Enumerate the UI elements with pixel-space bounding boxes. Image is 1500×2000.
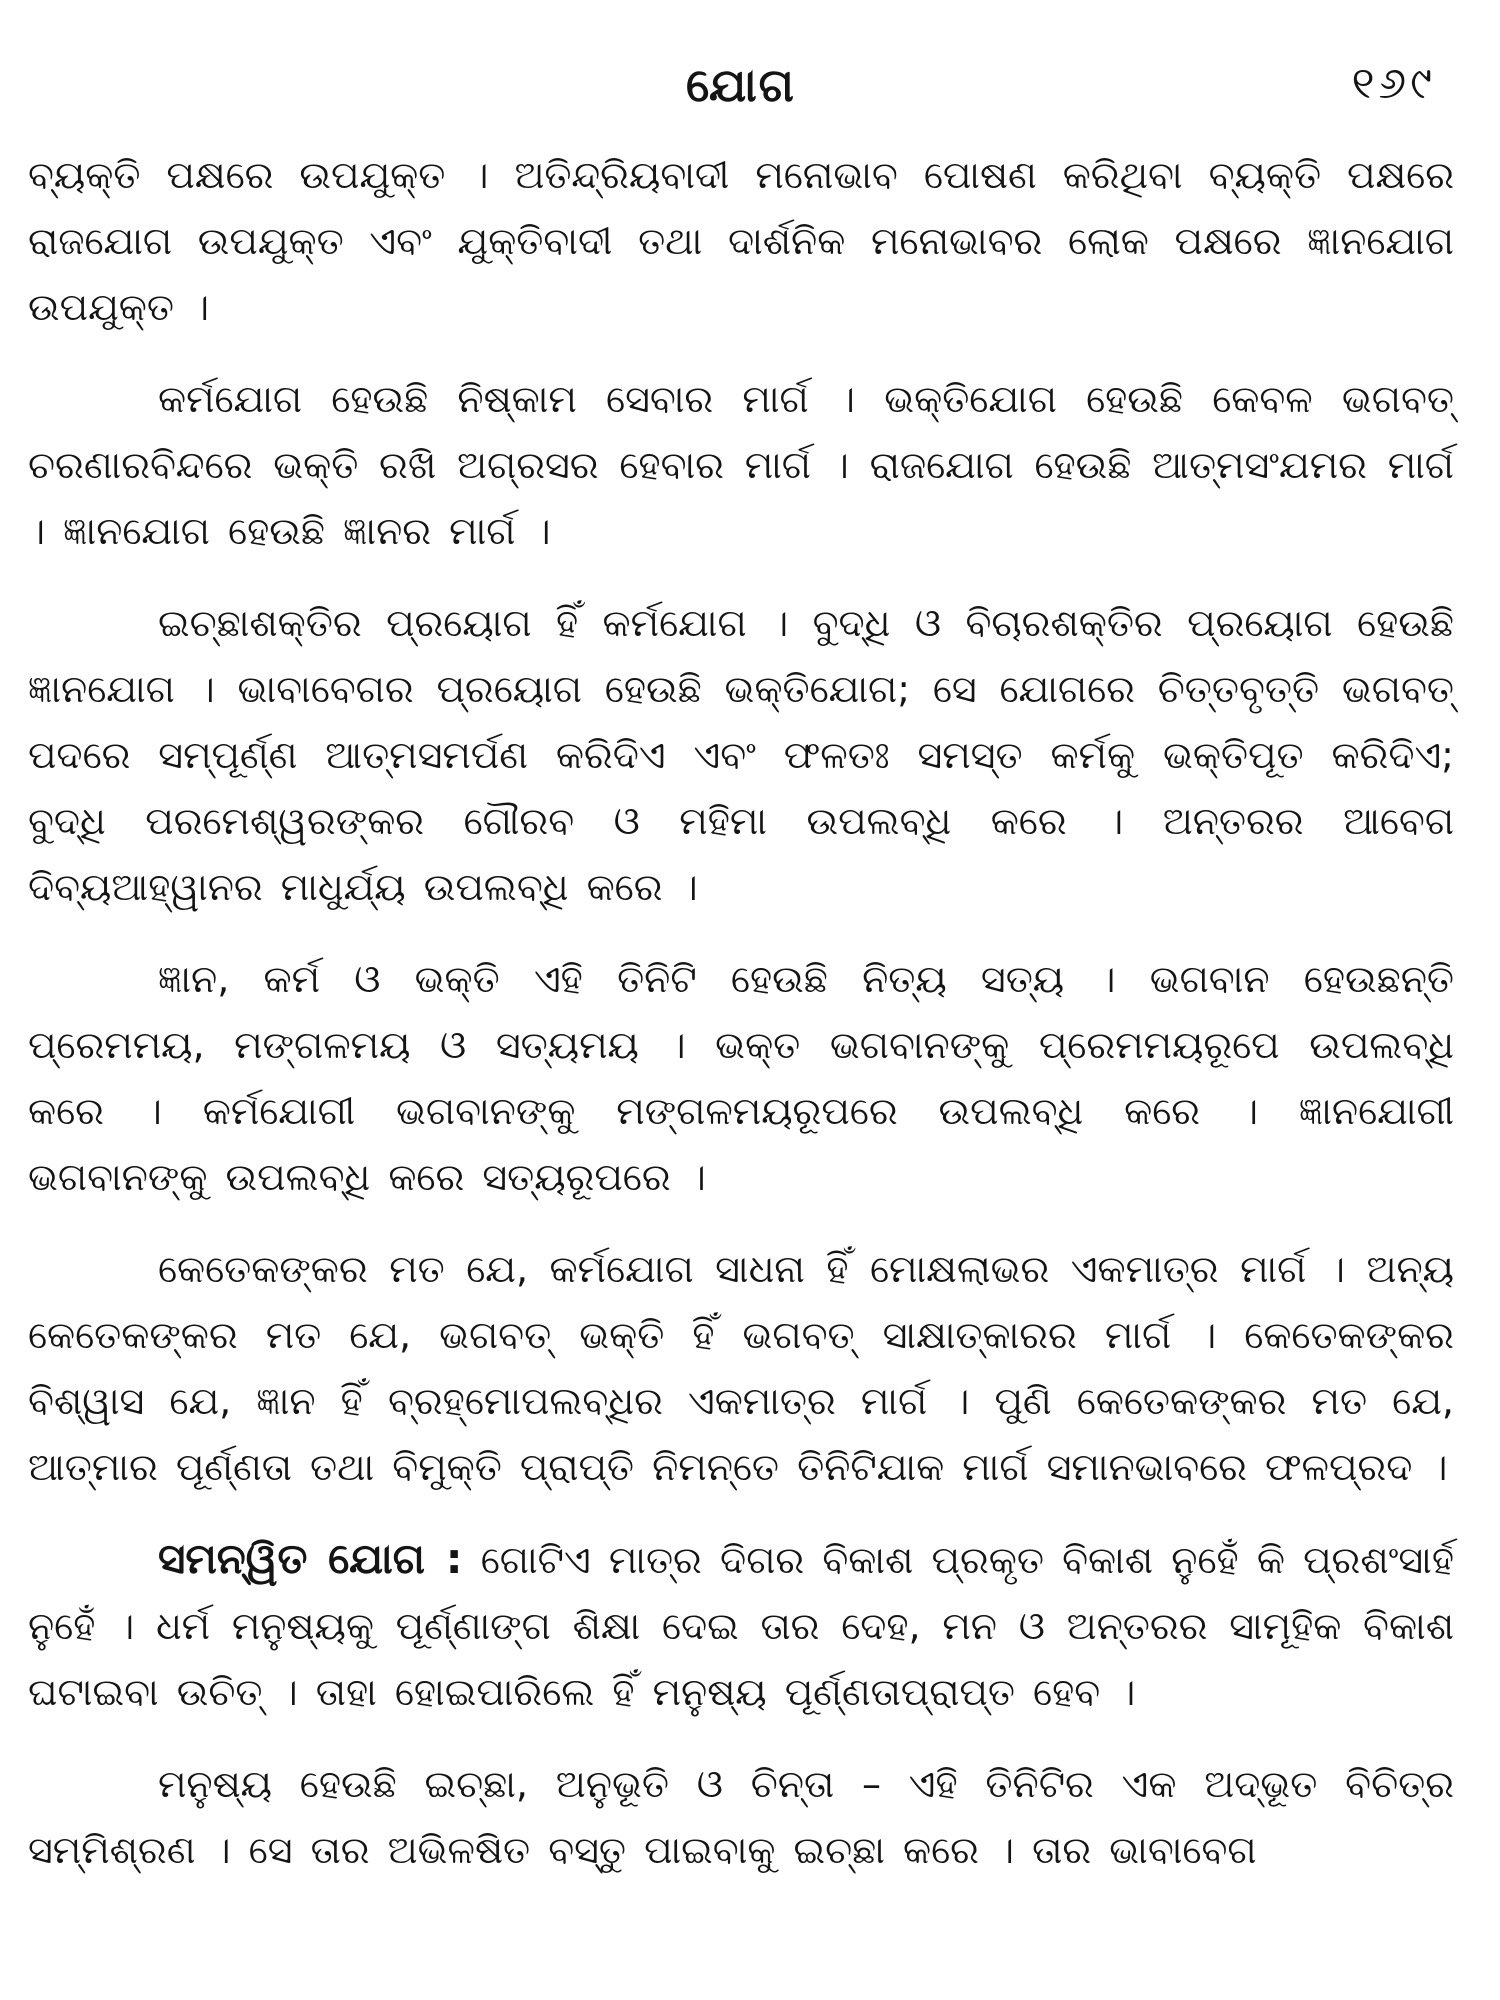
paragraph-1: ବ୍ୟକ୍ତି ପକ୍ଷରେ ଉପଯୁକ୍ତ । ଅତିନ୍ଦ୍ରିୟବାଦୀ ମନୋଭାବ ପୋଷଣ କରିଥିବା ବ୍ୟକ୍ତି ପକ୍ଷରେ ରାଜଯୋଗ ଉପଯୁକ୍ତ ଏବଂ ଯୁକ୍ତିବାଦୀ ତଥା ଦାର୍ଶନିକ ମନୋଭାବର ଲୋକ ପକ୍ଷରେ ଜ୍ଞାନଯୋଗ ଉପଯୁକ୍ତ । (28, 153, 1454, 329)
paragraph-5: କେତେକଙ୍କର ମତ ଯେ, କର୍ମଯୋଗ ସାଧନା ହିଁ ମୋକ୍ଷଲାଭର ଏକମାତ୍ର ମାର୍ଗ । ଅନ୍ୟ କେତେକଙ୍କର ମତ ଯେ, ଭଗବତ୍ ଭକ୍ତି ହିଁ ଭଗବତ୍ ସାକ୍ଷାତ୍କାରର ମାର୍ଗ । କେତେକଙ୍କର ବିଶ୍ୱାସ ଯେ, ଜ୍ଞାନ ହିଁ ବ୍ରହ୍ମୋପଲବ୍ଧିର ଏକମାତ୍ର ମାର୍ଗ । ପୁଣି କେତେକଙ୍କର ମତ ଯେ, ଆତ୍ମାର ପୂର୍ଣ୍ଣତା ତଥା ବିମୁକ୍ତି ପ୍ରାପ୍ତି ନିମନ୍ତେ ତିନିଟିଯାକ ମାର୍ଗ ସମାନଭାବରେ ଫଳପ୍ରଦ । (28, 1247, 1454, 1489)
section-text: ଗୋଟିଏ ମାତ୍ର ଦିଗର ବିକାଶ ପ୍ରକୃତ ବିକାଶ ନୁହେଁ କି ପ୍ରଶଂସାର୍ହ ନୁହେଁ । ଧର୍ମ ମନୁଷ୍ୟକୁ ପୂର୍ଣ୍ଣାଙ୍ଗ ଶିକ୍ଷା ଦେଇ ତାର ଦେହ, ମନ ଓ ଅନ୍ତରର ସାମୂହିକ ବିକାଶ ଘଟାଇବା ଉଚିତ୍ । ତାହା ହୋଇପାରିଲେ ହିଁ ମନୁଷ୍ୟ ପୂର୍ଣ୍ଣତାପ୍ରାପ୍ତ ହେବ । (28, 1538, 1454, 1714)
section-paragraph (28, 1526, 1454, 1725)
paragraph-4: ଜ୍ଞାନ, କର୍ମ ଓ ଭକ୍ତି ଏହି ତିନିଟି ହେଉଛି ନିତ୍ୟ ସତ୍ୟ । ଭଗବାନ ହେଉଛନ୍ତି ପ୍ରେମମୟ, ମଙ୍ଗଳମୟ ଓ ସତ୍ୟମୟ । ଭକ୍ତ ଭଗବାନଙ୍କୁ ପ୍ରେମମୟରୂପେ ଉପଲବ୍ଧି କରେ । କର୍ମଯୋଗୀ ଭଗବାନଙ୍କୁ ମଙ୍ଗଳମୟରୂପରେ ଉପଲବ୍ଧି କରେ । ଜ୍ଞାନଯୋଗୀ ଭଗବାନଙ୍କୁ ଉପଲବ୍ଧି କରେ ସତ୍ୟରୂପରେ । (28, 957, 1454, 1199)
page-number: ୧୬୯ (1351, 58, 1436, 109)
section-heading: ସମନ୍ୱିତ ଯୋଗ : (158, 1534, 463, 1583)
paragraph-3: ଇଚ୍ଛାଶକ୍ତିର ପ୍ରୟୋଗ ହିଁ କର୍ମଯୋଗ । ବୁଦ୍ଧି ଓ ବିଚାରଶକ୍ତିର ପ୍ରୟୋଗ ହେଉଛି ଜ୍ଞାନଯୋଗ । ଭାବାବେଗର ପ୍ରୟୋଗ ହେଉଛି ଭକ୍ତିଯୋଗ; ସେ ଯୋଗରେ ଚିତ୍ତବୃତ୍ତି ଭଗବତ୍ ପଦରେ ସମ୍ପୂର୍ଣ୍ଣ ଆତ୍ମସମର୍ପଣ କରିଦିଏ ଏବଂ ଫଳତଃ ସମସ୍ତ କର୍ମକୁ ଭକ୍ତିପୂତ କରିଦିଏ; ବୁଦ୍ଧି ପରମେଶ୍ୱରଙ୍କର ଗୌରବ ଓ ମହିମା ଉପଲବ୍ଧି କରେ । ଅନ୍ତରର ଆବେଗ ଦିବ୍ୟଆହ୍ୱାନର ମାଧୁର୍ଯ୍ୟ ଉପଲବ୍ଧି କରେ । (28, 601, 1454, 909)
running-title: ଯୋଗ (685, 58, 797, 112)
paragraph-final: ମନୁଷ୍ୟ ହେଉଛି ଇଚ୍ଛା, ଅନୁଭୂତି ଓ ଚିନ୍ତା – ଏହି ତିନିଟିର ଏକ ଅଦ୍‌ଭୂତ ବିଚିତ୍ର ସମ୍ମିଶ୍ରଣ । ସେ ତାର ଅଭିଳଷିତ ବସ୍ତୁ ପାଇବାକୁ ଇଚ୍ଛା କରେ । ତାର ଭାବାବେଗ (28, 1762, 1454, 1872)
body-text (28, 142, 1454, 1883)
paragraph-2: କର୍ମଯୋଗ ହେଉଛି ନିଷ୍କାମ ସେବାର ମାର୍ଗ । ଭକ୍ତିଯୋଗ ହେଉଛି କେବଳ ଭଗବତ୍ ଚରଣାରବିନ୍ଦରେ ଭକ୍ତି ରଖି ଅଗ୍ରସର ହେବାର ମାର୍ଗ । ରାଜଯୋଗ ହେଉଛି ଆତ୍ମସଂଯମର ମାର୍ଗ । ଜ୍ଞାନଯୋଗ ହେଉଛି ଜ୍ଞାନର ମାର୍ଗ । (28, 377, 1454, 553)
page-header (28, 40, 1454, 120)
